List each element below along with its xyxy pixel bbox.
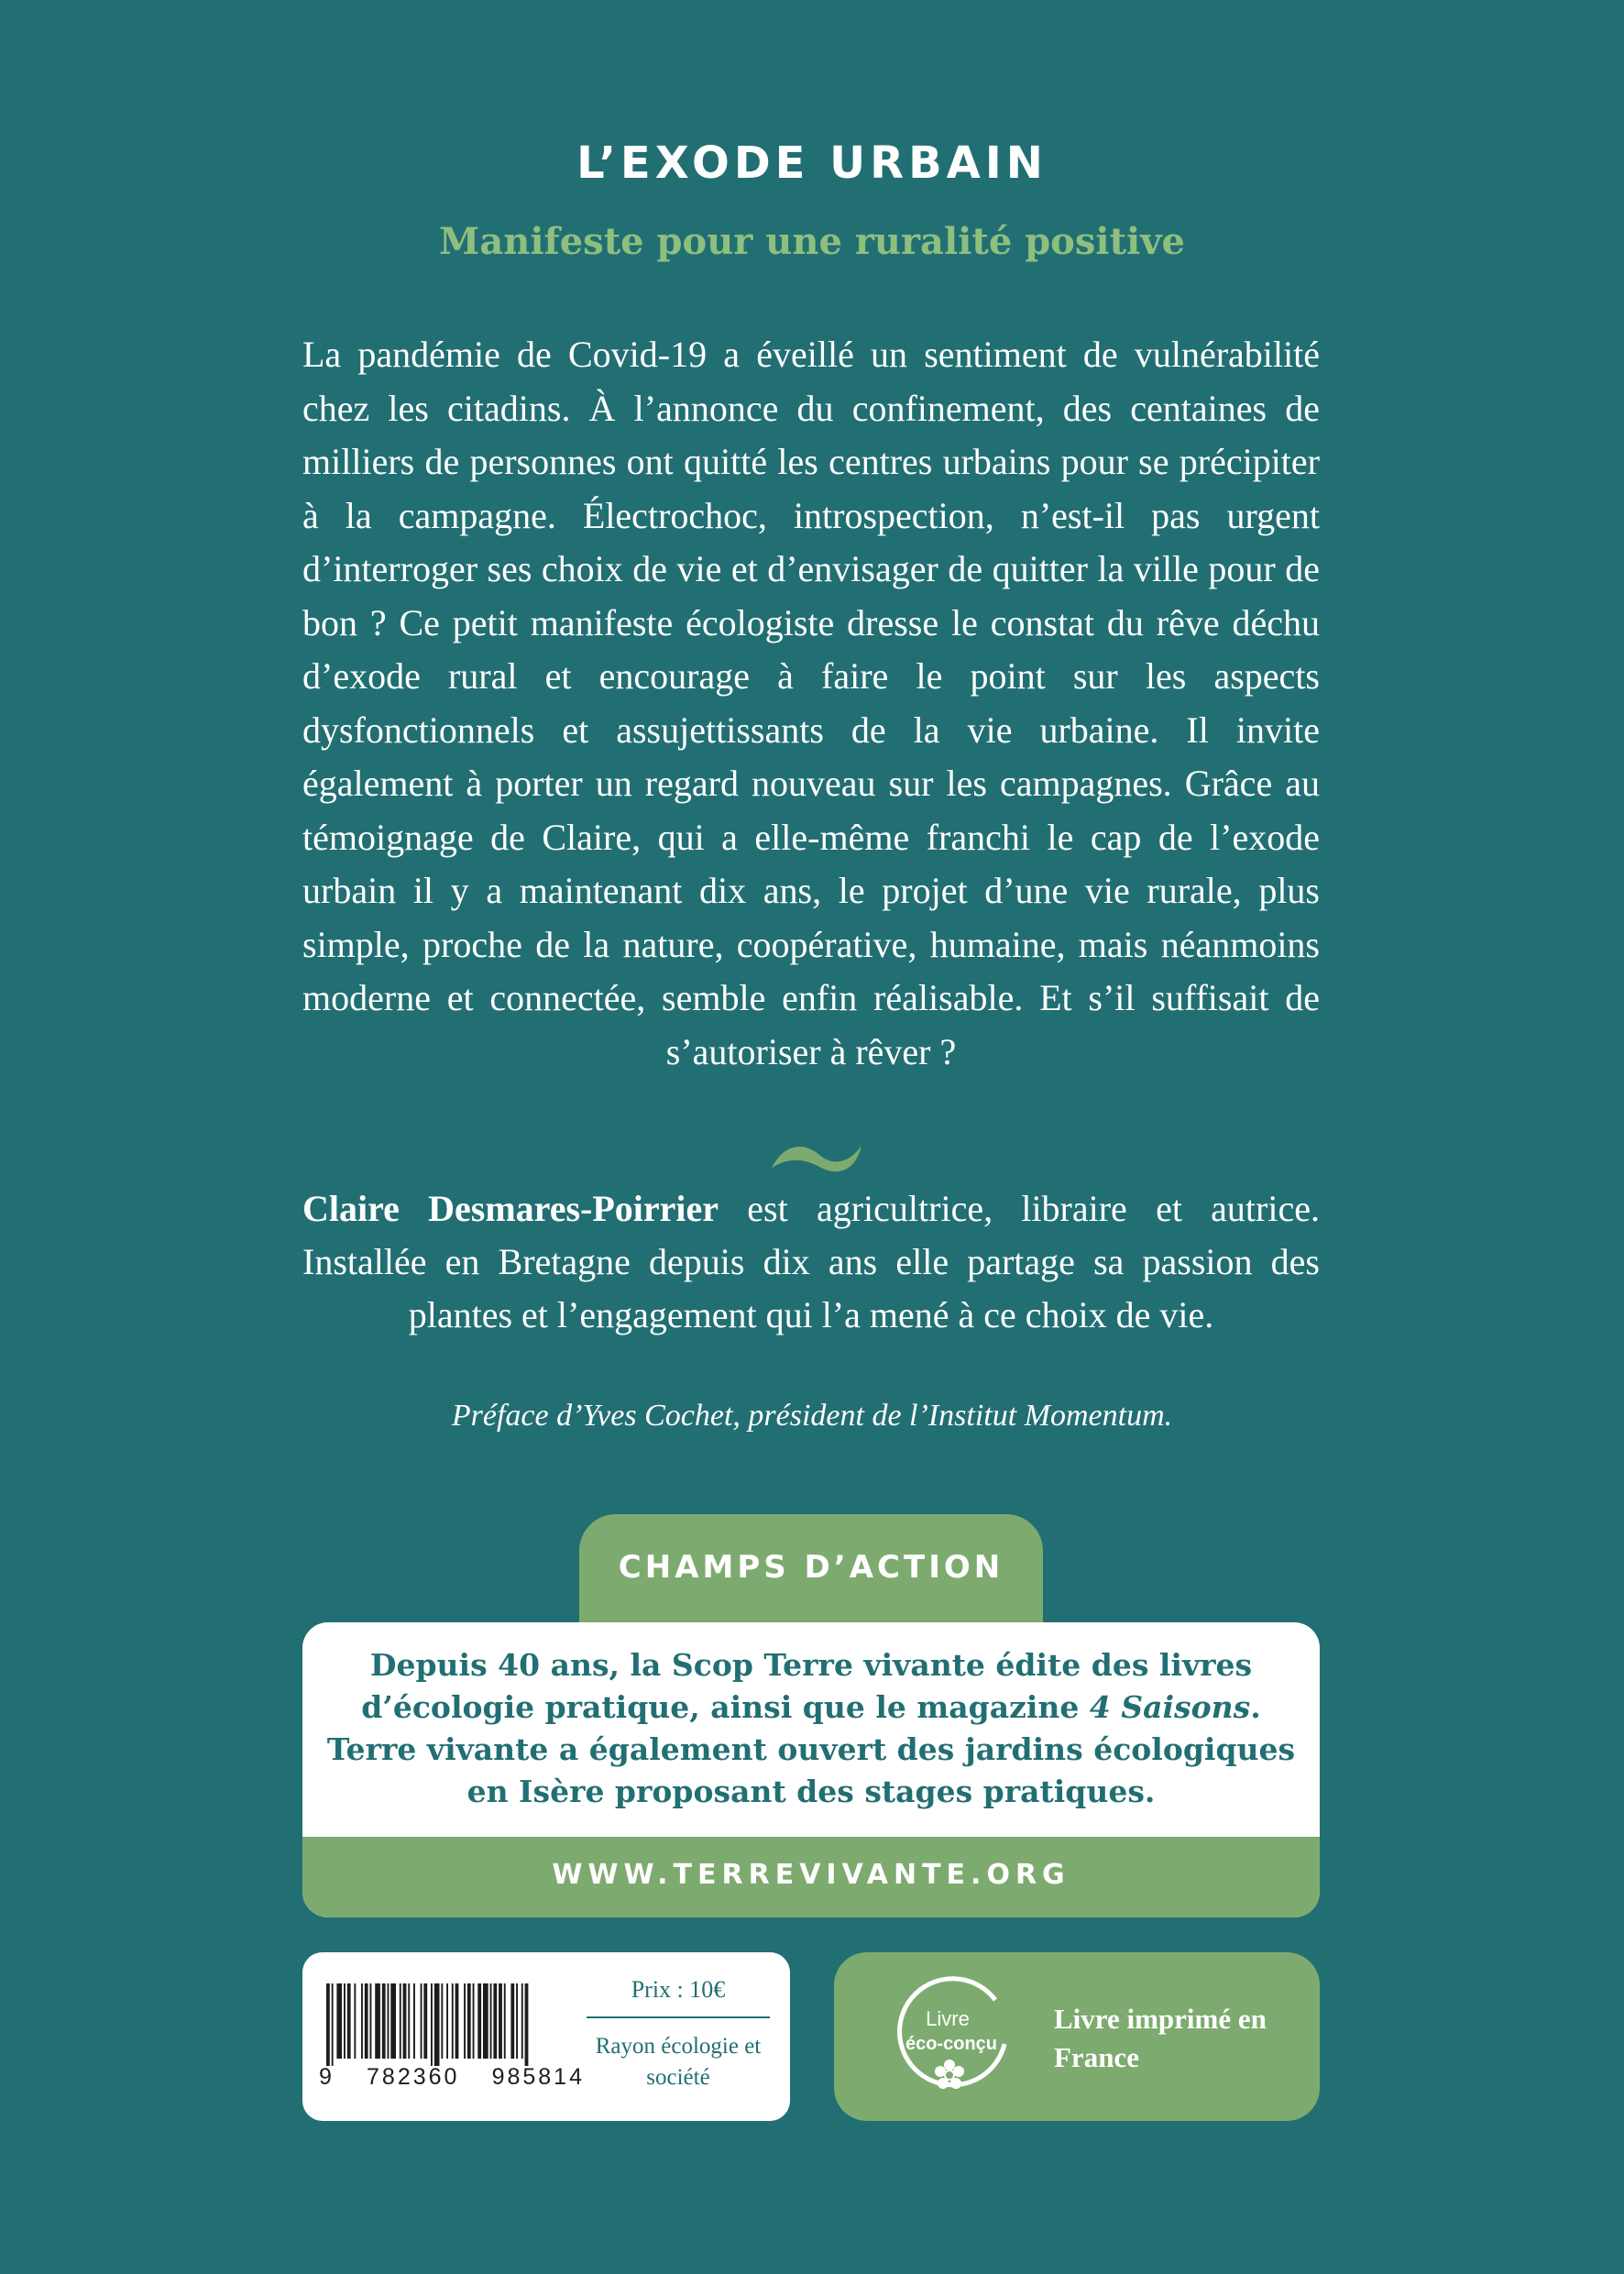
barcode-bar — [413, 1983, 415, 2059]
barcode-bar — [464, 1983, 466, 2059]
barcode-icon — [319, 1983, 585, 2066]
barcode-bar — [361, 1983, 363, 2059]
book-title: L’EXODE URBAIN — [576, 137, 1048, 189]
author-name: Claire Desmares-Poirrier — [302, 1188, 719, 1229]
barcode-bar — [390, 1983, 396, 2059]
url-band — [302, 1837, 1320, 1917]
barcode-bar — [326, 1983, 330, 2066]
barcode-bar — [382, 1983, 386, 2059]
collection-label: CHAMPS D’ACTION — [618, 1549, 1004, 1586]
barcode-bar — [375, 1983, 380, 2059]
barcode-bar — [344, 1983, 346, 2059]
barcode-bar — [455, 1983, 459, 2059]
barcode-bar — [441, 1983, 443, 2059]
barcode-bar — [504, 1983, 506, 2059]
badge-text-1: Livre — [926, 2007, 970, 2030]
barcode-bar — [467, 1983, 471, 2059]
barcode-bar — [336, 1983, 342, 2059]
author-bio-text: est agricultrice, libraire et autrice. Installée en Bretagne depuis dix ans elle partage sa passion des plantes et l’engagement qui l’a mené à ce choix de vie. — [302, 1188, 1320, 1335]
publisher-info-box — [302, 1622, 1320, 1917]
eco-label-box — [834, 1952, 1320, 2121]
barcode-bar — [510, 1983, 514, 2059]
publisher-text-1: Depuis 40 ans, la Scop Terre vivante édite des livres d’écologie pratique, ainsi que le magazine — [361, 1647, 1253, 1725]
barcode-bar — [347, 1983, 351, 2059]
isbn-part: 782360 — [367, 2064, 460, 2090]
printed-in-france: Livre imprimé en France — [1054, 2003, 1267, 2073]
barcode-bar — [423, 1983, 427, 2059]
barcode-bar — [516, 1983, 518, 2059]
barcode-bar — [388, 1983, 390, 2059]
publisher-text-3: Terre vivante a également ouvert des jardins écologiques en Isère proposant des stages pratiques. — [326, 1731, 1296, 1809]
publisher-url[interactable]: WWW.TERREVIVANTE.ORG — [552, 1859, 1070, 1891]
barcode-bar — [421, 1983, 422, 2059]
tilde-ornament-icon — [766, 1135, 867, 1181]
magazine-name: 4 Saisons — [1089, 1689, 1251, 1725]
shelf-category: Rayon écologie et société — [595, 2034, 762, 2090]
isbn-number — [319, 2064, 585, 2091]
eco-design-badge-icon — [885, 1972, 1023, 2101]
barcode-bar — [452, 1983, 454, 2059]
barcode-bar — [483, 1983, 488, 2059]
barcode-bar — [332, 1983, 334, 2066]
publisher-description — [321, 1644, 1301, 1813]
barcode-bar — [400, 1983, 401, 2059]
barcode-bar — [521, 1983, 523, 2059]
barcode-bar — [370, 1983, 372, 2059]
barcode-bar — [408, 1983, 410, 2059]
badge-text-2: éco-conçu — [905, 2034, 998, 2054]
barcode-bar — [354, 1983, 356, 2059]
barcode-bar — [365, 1983, 368, 2059]
book-description: La pandémie de Covid-19 a éveillé un sentiment de vulnérabilité chez les citadins. À l’annonce du confinement, des centaines de milliers de personnes ont quitté les centres urbains pour se précipiter à la campagne. Électrochoc, introspection, n’est-il pas urgent d’interroger ses choix de vie et d’envisager de quitter la ville pour de bon ? Ce petit manifeste écologiste dresse le constat du rêve déchu d’exode rural et encourage à faire le point sur les aspects dysfonctionnels et assujettissants de la vie urbaine. Il invite également à porter un regard nouveau sur les campagnes. Grâce au témoignage de Claire, qui a elle-même franchi le cap de l’exode urbain il y a maintenant dix ans, le projet d’une vie rurale, plus simple, proche de la nature, coopérative, humaine, mais néanmoins moderne et connectée, semble enfin réalisable. Et s’il suffisait de s’autoriser à rêver ? — [302, 334, 1320, 1072]
book-subtitle: Manifeste pour une ruralité positive — [439, 220, 1185, 263]
isbn-part: 9 — [319, 2064, 335, 2090]
barcode-bar — [499, 1983, 502, 2059]
barcode-bar — [493, 1983, 497, 2059]
barcode-bar — [431, 1983, 433, 2066]
price: Prix : 10€ — [631, 1976, 726, 2003]
barcode-bar — [434, 1983, 440, 2066]
barcode-bar — [473, 1983, 475, 2059]
publisher-text-2: . — [1250, 1689, 1261, 1725]
barcode-bar — [477, 1983, 481, 2059]
author-bio — [302, 1182, 1320, 1342]
barcode-bar — [490, 1983, 492, 2059]
price-divider — [587, 2016, 770, 2018]
isbn-part: 985814 — [491, 2064, 585, 2090]
barcode-box — [302, 1952, 790, 2121]
preface-credit: Préface d’Yves Cochet, président de l’Institut Momentum. — [451, 1399, 1173, 1433]
barcode-bar — [525, 1983, 529, 2066]
barcode-bar — [403, 1983, 407, 2059]
barcode-bar — [446, 1983, 448, 2059]
